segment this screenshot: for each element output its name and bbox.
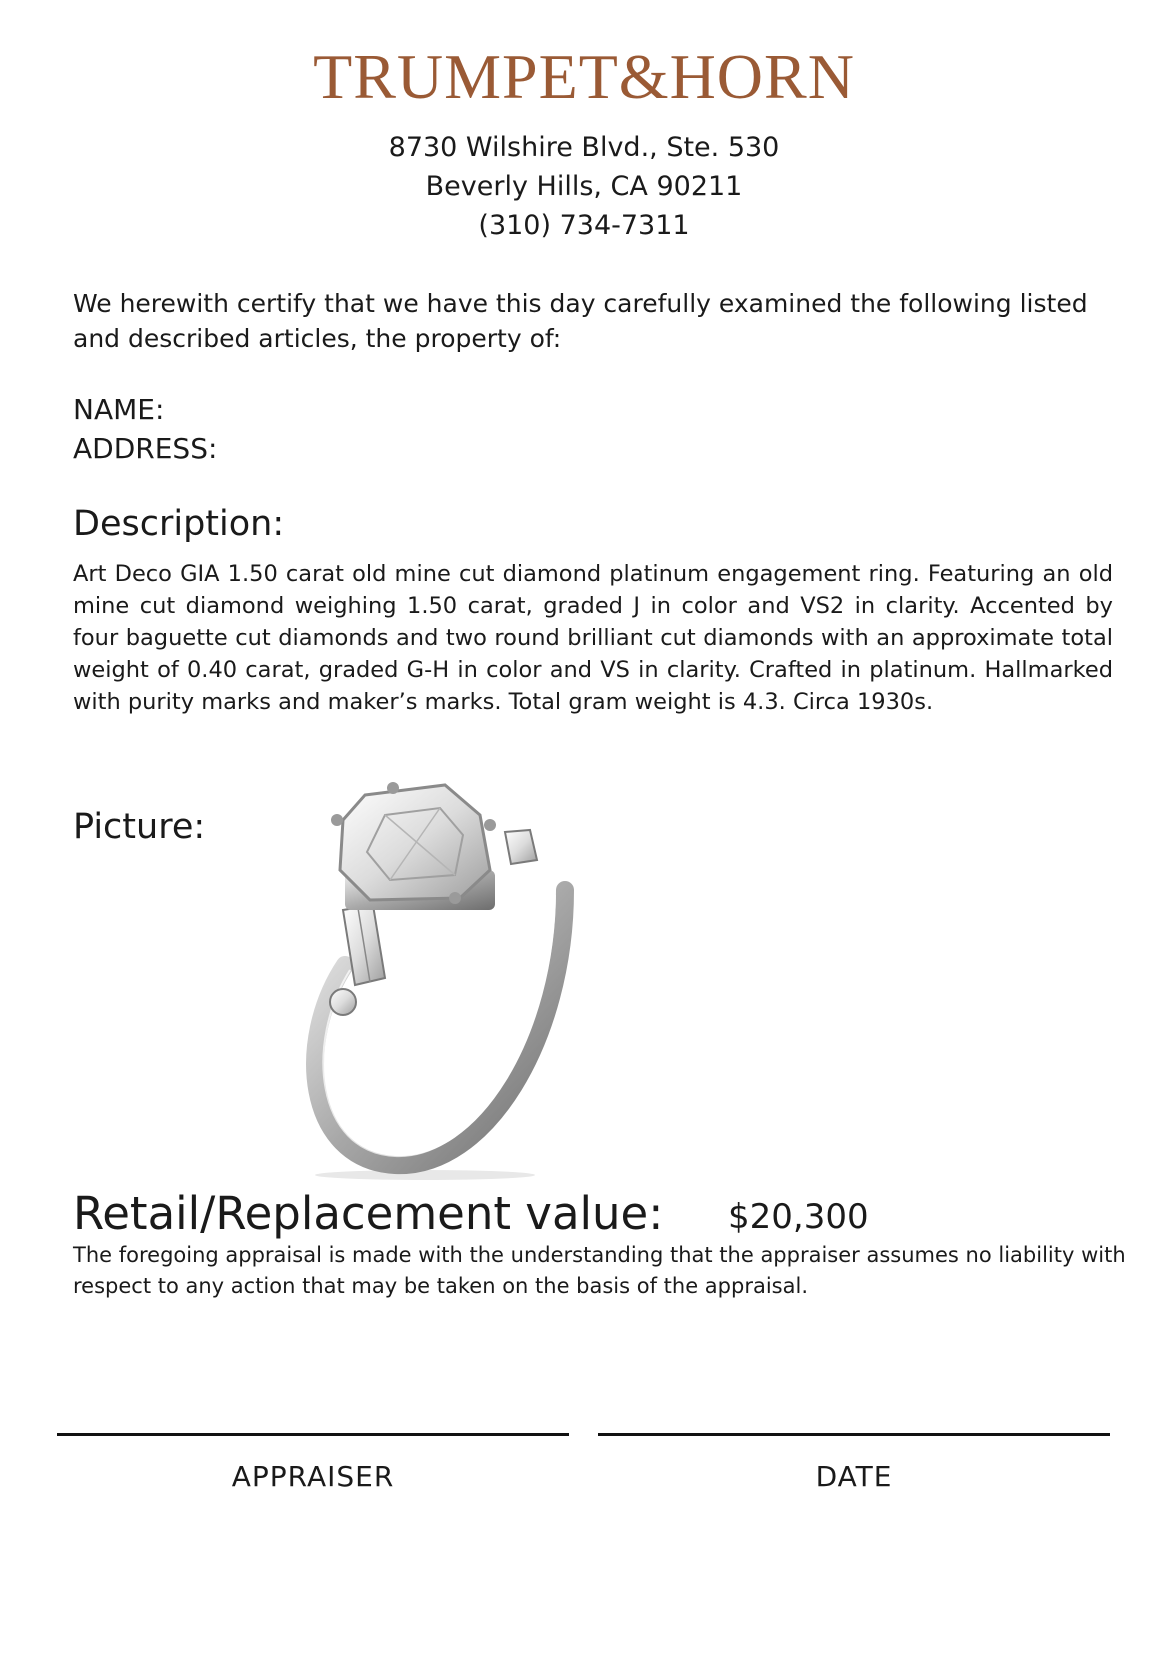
address-line-1: 8730 Wilshire Blvd., Ste. 530: [388, 132, 780, 163]
liability-disclaimer: The foregoing appraisal is made with the understanding that the appraiser assumes no liability with respect to any action that may be taken on the basis of the appraisal.: [73, 1243, 1126, 1298]
description-text: Art Deco GIA 1.50 carat old mine cut diamond platinum engagement ring. Featuring an old mine cut diamond weighing 1.50 carat, graded J in color and VS2 in clarity. Accented by four baguette cut diamonds and two round brilliant cut diamonds with an approximate total weight of 0.40 carat, graded G-H in color and VS in clarity. Crafted in platinum. Hallmarked with purity marks and maker’s marks. Total gram weight is 4.3. Circa 1930s.: [73, 561, 1113, 715]
company-logo: TRUMPET&HORN: [313, 41, 855, 112]
description-heading: Description:: [73, 504, 285, 544]
name-field-label: NAME:: [73, 393, 165, 426]
address-field-label: ADDRESS:: [73, 432, 218, 465]
ring-photo: [275, 780, 615, 1180]
picture-heading: Picture:: [73, 807, 206, 847]
appraiser-label: APPRAISER: [231, 1460, 395, 1493]
phone-number: (310) 734-7311: [478, 210, 690, 241]
date-signature-line: [598, 1433, 1110, 1436]
address-line-2: Beverly Hills, CA 90211: [425, 171, 743, 202]
value-label: Retail/Replacement value:: [73, 1187, 664, 1240]
certification-statement: We herewith certify that we have this day carefully examined the following listed and described articles, the property of:: [73, 289, 1088, 353]
company-address: [0, 128, 1168, 245]
appraiser-signature-line: [57, 1433, 569, 1436]
value-amount: $20,300: [728, 1197, 869, 1237]
date-label: DATE: [815, 1460, 893, 1493]
